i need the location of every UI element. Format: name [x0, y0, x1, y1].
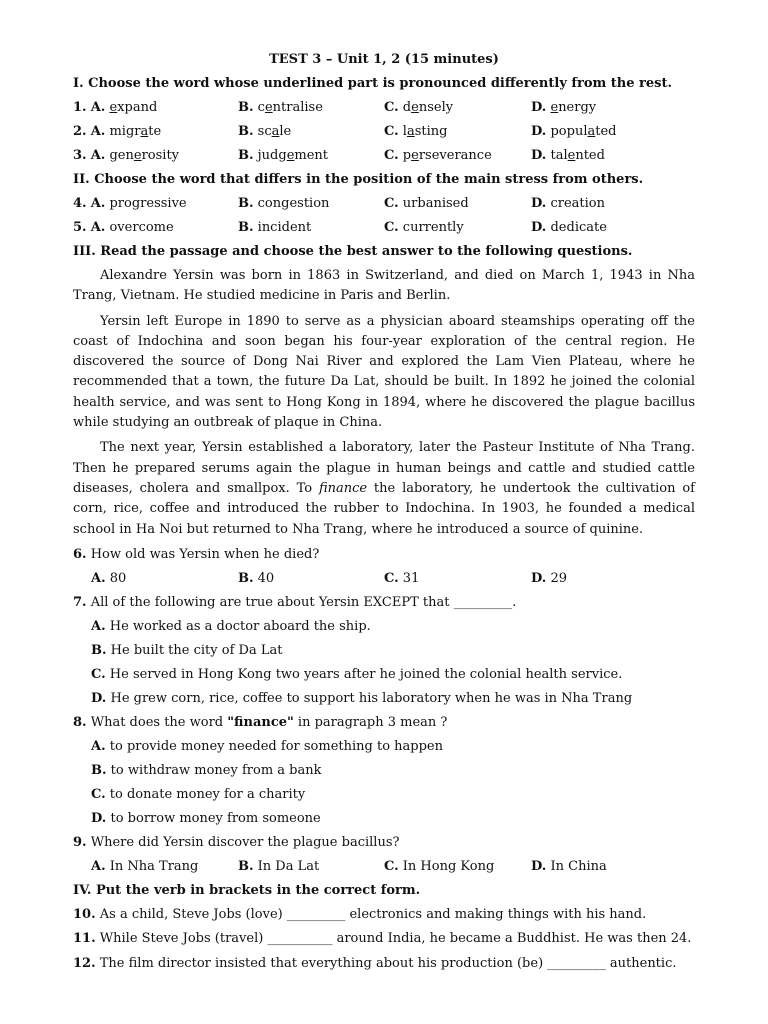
question-row	[73, 98, 695, 122]
question-text: What does the word	[90, 714, 228, 730]
passage-text: the laboratory, he undertook the cultivation of corn, rice, coffee and introduced the rubber to Indochina. In 1903, he founded a medical school in Ha Noi but returned to Nha Trang, where he introduced a source of quinine.	[73, 480, 695, 537]
option-a[interactable]: A. 80	[91, 570, 127, 586]
option-a[interactable]: A. He worked as a doctor aboard the ship.	[91, 618, 371, 634]
question-6-options	[73, 569, 695, 593]
item-11: 11. While Steve Jobs (travel) __________ around India, he became a Buddhist. He was then 24.	[73, 931, 692, 947]
option-a[interactable]: 3. A. generosity	[73, 148, 180, 163]
option-c[interactable]: C. perseverance	[384, 148, 492, 163]
question-9	[73, 833, 695, 857]
option-c[interactable]: C. 31	[384, 570, 420, 586]
question-number: 7.	[73, 594, 87, 610]
option-d[interactable]: D. 29	[531, 570, 568, 586]
option-a[interactable]: 4. A. progressive	[73, 196, 187, 211]
section-2-questions	[73, 194, 695, 242]
question-text: Where did Yersin discover the plague bacillus?	[90, 834, 400, 850]
passage-paragraph-1: Alexandre Yersin was born in 1863 in Switzerland, and died on March 1, 1943 in Nha Trang, Vietnam. He studied medicine in Paris and Berlin.	[73, 268, 695, 304]
option-d[interactable]: D. energy	[531, 100, 597, 115]
option-d[interactable]: D. talented	[531, 148, 605, 163]
option-c[interactable]: C. currently	[384, 220, 464, 235]
question-number: 2.	[73, 124, 87, 139]
option-d[interactable]: D. dedicate	[531, 220, 607, 235]
section-2-heading: II. Choose the word that differs in the position of the main stress from others.	[73, 172, 644, 187]
item-10: 10. As a child, Steve Jobs (love) _________ electronics and making things with his hand.	[73, 906, 647, 922]
underlined-part: a	[587, 124, 596, 139]
option-d[interactable]: D. He grew corn, rice, coffee to support his laboratory when he was in Nha Trang	[91, 690, 633, 706]
option-a[interactable]: 5. A. overcome	[73, 220, 174, 235]
underlined-part: a	[406, 124, 415, 139]
option-c[interactable]: C. He served in Hong Kong two years after he joined the colonial health service.	[91, 666, 623, 682]
underlined-part: e	[286, 148, 295, 163]
question-number: 3.	[73, 148, 87, 163]
underlined-part: e	[109, 100, 118, 115]
option-d[interactable]: D. In China	[531, 858, 607, 874]
section-1-questions	[73, 98, 695, 170]
question-number: 4.	[73, 196, 87, 211]
question-number: 8.	[73, 714, 87, 730]
option-c[interactable]: C. lasting	[384, 124, 448, 139]
question-number: 5.	[73, 220, 87, 235]
option-b[interactable]: B. judgement	[238, 148, 329, 163]
option-a[interactable]: 2. A. migrate	[73, 124, 162, 139]
question-text: in paragraph 3 mean ?	[293, 714, 448, 730]
underlined-part: a	[140, 124, 149, 139]
option-c[interactable]: C. to donate money for a charity	[91, 786, 306, 802]
option-b[interactable]: B. He built the city of Da Lat	[91, 642, 283, 658]
option-b[interactable]: B. congestion	[238, 196, 330, 211]
option-c[interactable]: C. In Hong Kong	[384, 858, 495, 874]
question-8	[73, 713, 695, 737]
underlined-part: e	[550, 100, 559, 115]
underlined-part: e	[264, 100, 273, 115]
passage-keyword-finance: finance	[318, 480, 368, 496]
question-7	[73, 593, 695, 617]
question-row	[73, 146, 695, 170]
question-row	[73, 194, 695, 218]
item-12: 12. The film director insisted that everything about his production (be) _________ authentic.	[73, 955, 677, 971]
underlined-part: a	[271, 124, 280, 139]
option-b[interactable]: B. 40	[238, 570, 275, 586]
question-number: 9.	[73, 834, 87, 850]
option-d[interactable]: D. populated	[531, 124, 617, 139]
option-a[interactable]: A. to provide money needed for something to happen	[91, 738, 443, 754]
option-b[interactable]: B. incident	[238, 220, 312, 235]
option-c[interactable]: C. densely	[384, 100, 454, 115]
option-b[interactable]: B. In Da Lat	[238, 858, 320, 874]
question-number: 1.	[73, 100, 87, 115]
option-b[interactable]: B. centralise	[238, 100, 323, 115]
underlined-part: e	[567, 148, 576, 163]
underlined-part: e	[411, 100, 419, 115]
question-row	[73, 122, 695, 146]
question-text: All of the following are true about Yersin EXCEPT that _________.	[90, 594, 517, 610]
section-4-heading: IV. Put the verb in brackets in the correct form.	[73, 882, 421, 898]
option-d[interactable]: D. to borrow money from someone	[91, 810, 321, 826]
underlined-part: e	[133, 148, 142, 163]
question-9-options	[73, 857, 695, 881]
section-1-heading: I. Choose the word whose underlined part is pronounced differently from the rest.	[73, 76, 673, 91]
section-3-heading: III. Read the passage and choose the best answer to the following questions.	[73, 244, 633, 259]
passage-text: The next year, Yersin established a laboratory, later the Pasteur Institute of Nha Trang. Then he prepared serums again the plague in human beings and cattle and studied cattle diseases, cholera and smallpox. To	[73, 440, 695, 496]
option-b[interactable]: B. scale	[238, 124, 292, 139]
question-row	[73, 218, 695, 242]
test-title: TEST 3 – Unit 1, 2 (15 minutes)	[269, 52, 499, 67]
question-keyword: "finance"	[227, 714, 294, 730]
option-d[interactable]: D. creation	[531, 196, 606, 211]
option-b[interactable]: B. to withdraw money from a bank	[91, 762, 322, 778]
option-a[interactable]: A. In Nha Trang	[91, 858, 199, 874]
option-c[interactable]: C. urbanised	[384, 196, 469, 211]
question-number: 6.	[73, 546, 87, 562]
passage-paragraph-3	[73, 438, 695, 539]
underlined-part: e	[411, 148, 419, 163]
question-text: How old was Yersin when he died?	[90, 546, 320, 562]
passage-paragraph-2: Yersin left Europe in 1890 to serve as a physician aboard steamships operating off the coast of Indochina and soon began his four-year exploration of the central region. He discovered the source of Dong Nai River and explored the Lam Vien Plateau, where he recommended that a town, the future Da Lat, should be built. In 1892 he joined the colonial health service, and was sent to Hong Kong in 1894, where he discovered the plague bacillus while studying an outbreak of plaque in China.	[73, 313, 695, 431]
option-a[interactable]: 1. A. expand	[73, 100, 158, 115]
question-6	[73, 545, 695, 569]
worksheet	[73, 50, 695, 978]
